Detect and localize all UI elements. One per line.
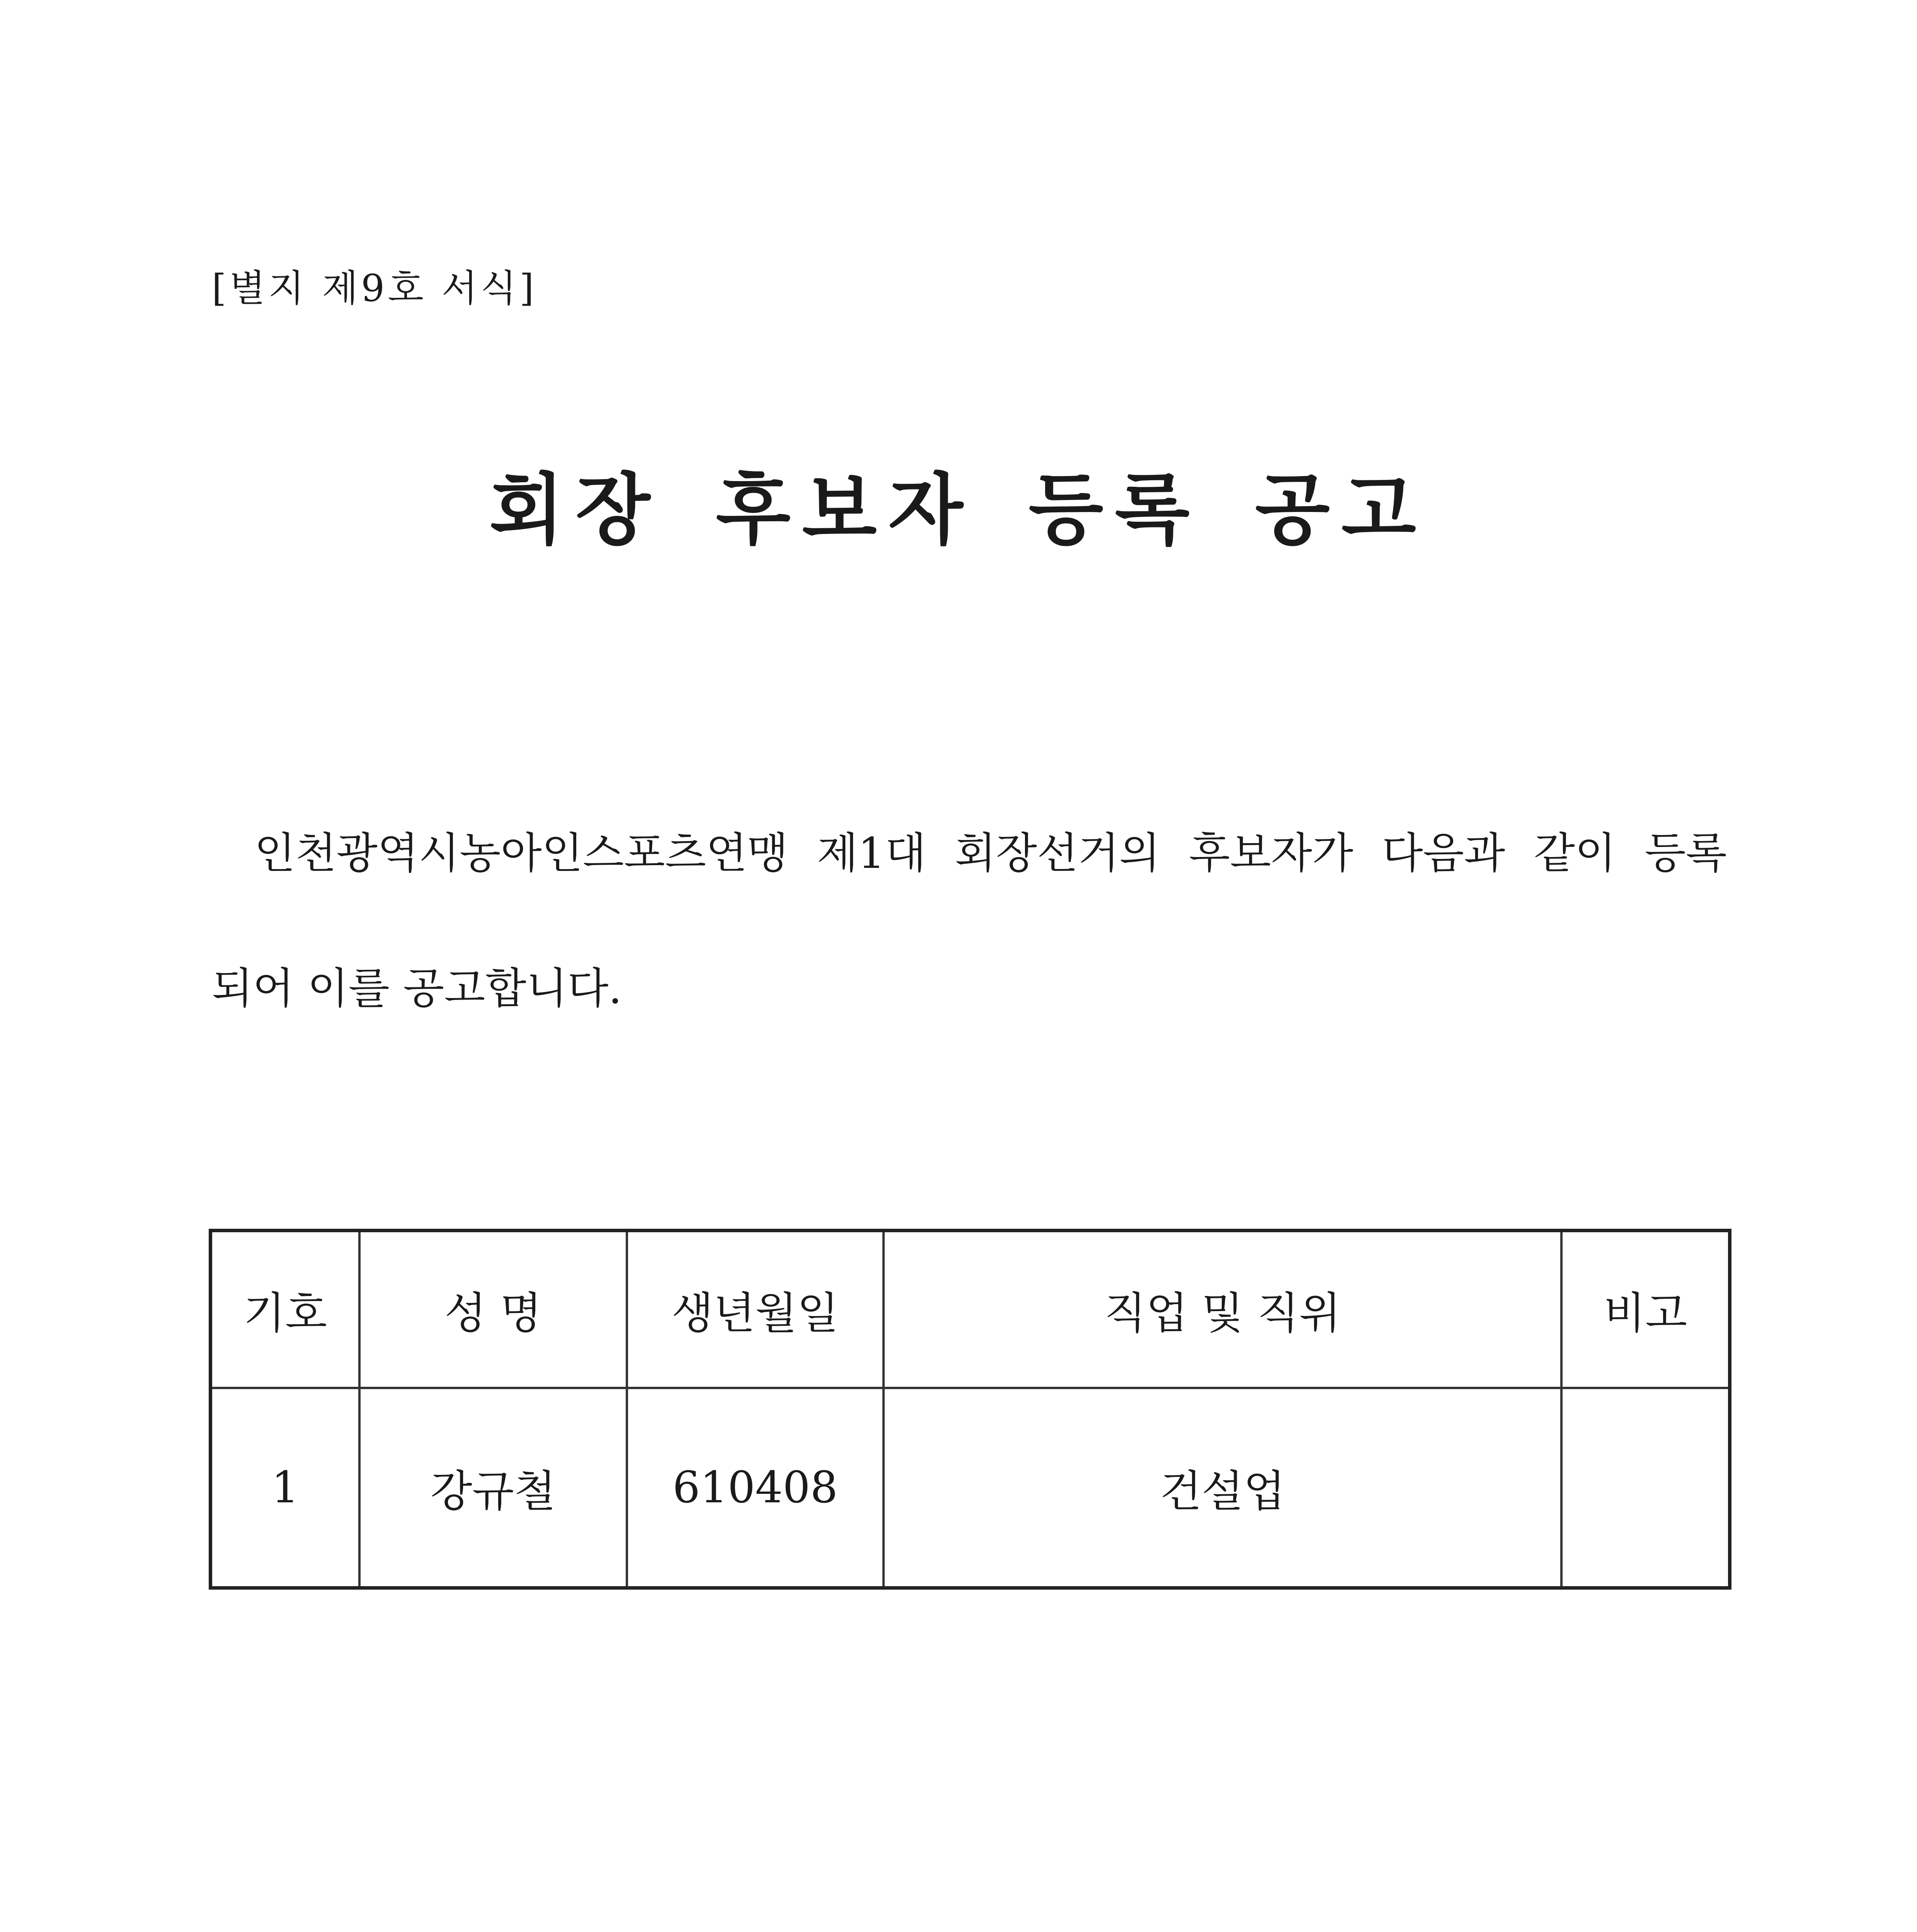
cell-occupation: 건설업 [884,1388,1561,1588]
date-year-unit [837,1928,878,1932]
notice-body-line-1: 인천광역시농아인스포츠연맹 제1대 회장선거의 후보자가 다음과 같이 등록 [254,828,1727,878]
header-remarks: 비고 [1561,1231,1730,1388]
form-label: [별지 제9호 서식] [212,267,537,310]
date-month-unit [994,1928,1035,1932]
notice-body-line-2: 되어 이를 공고합니다. [212,964,622,1013]
header-number: 기호 [211,1231,360,1388]
cell-name: 강규철 [359,1388,627,1588]
header-name: 성 명 [359,1231,627,1388]
cell-number: 1 [211,1388,360,1588]
cell-birthdate: 610408 [627,1388,884,1588]
cell-remarks [1561,1388,1730,1588]
table-row [211,1388,1730,1588]
date-day-unit [1178,1928,1219,1932]
document-title: 회장 후보자 등록 공고 [489,465,1428,555]
table-header-row [211,1231,1730,1388]
header-occupation: 직업 및 직위 [884,1231,1561,1388]
header-birthdate: 생년월일 [627,1231,884,1388]
notice-date [0,1928,1917,1932]
candidate-table [209,1229,1731,1590]
